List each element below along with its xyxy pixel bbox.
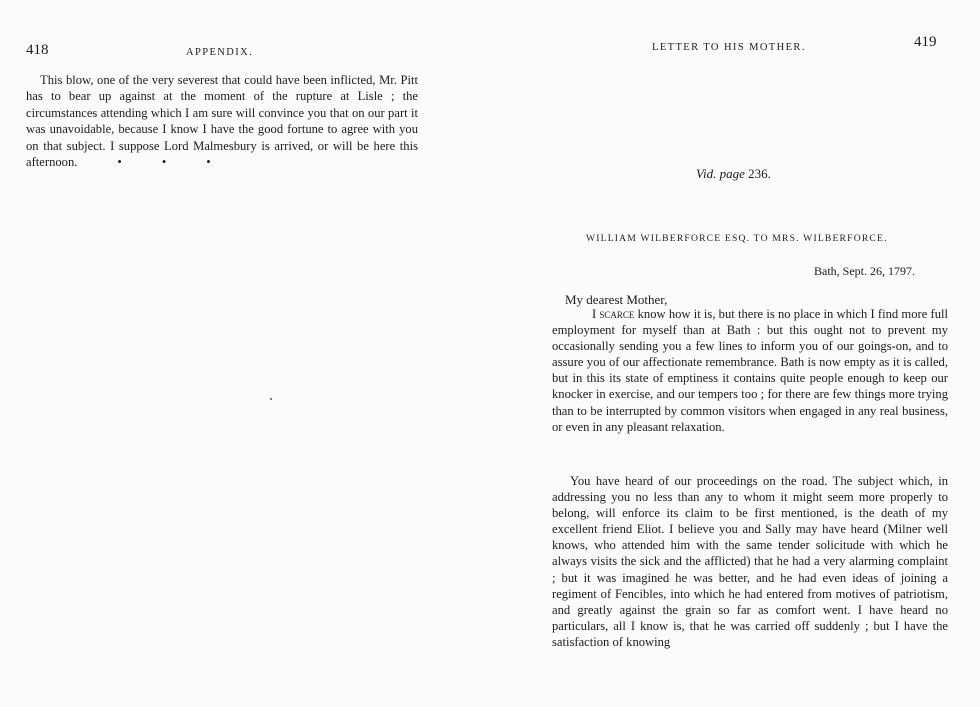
left-paragraph-text: This blow, one of the very severest that could have been inflicted, Mr. Pitt has to bear up against at the moment of the rupture at Lisle ; the circumstances attending which I am sure will convince you that on our part it was unavoidable, because I know I have the good fortune to agree with you on that subject. I suppose Lord Malmesbury is arrived, or will be here this afternoon. — [26, 73, 418, 170]
ellipsis-dots — [77, 155, 210, 169]
paragraph-1-text: know how it is, but there is no place in which I find more full employment for myself than at Bath : but this ought not to prevent my occasionally sending you a few lines to inform you of our goings-on, and to assure you of our affectionate remembrance. Bath is now empty as it is called, but in this its state of emptiness it contains quite people enough to keep our knocker in exercise, and our tempers too ; for there are few things more trying than to be interrupted by common visitors when engaged in any real business, or even in any pleasant relaxation. — [552, 307, 949, 434]
cross-reference — [696, 166, 771, 182]
right-running-head: LETTER TO HIS MOTHER. — [652, 42, 806, 53]
cross-reference-page: 236. — [748, 166, 771, 181]
ellipsis-dot: • — [206, 155, 211, 170]
letter-heading: WILLIAM WILBERFORCE ESQ. TO MRS. WILBERFORCE. — [586, 233, 888, 244]
cross-reference-prefix: Vid. page — [696, 166, 745, 181]
paragraph-opening-words: I scarce — [592, 307, 635, 321]
right-page — [490, 0, 980, 707]
letter-paragraph-2: You have heard of our proceedings on the road. The subject which, in addressing you no less than any to whom it might seem more properly to belong, will enforce its claim to be first mentioned, is the death of my excellent friend Eliot. I believe you and Sally may have heard (Milner well knows, who attended him with the same tender solicitude with which he always visits the sick and the afflicted) that he had a very alarming complaint ; but it was imagined he was better, and he had even ideas of joining a regiment of Fencibles, into which he had entered from motives of patriotism, and greatly against the grain so far as comfort went. I have heard no particulars, all I know is, that he was carried off suddenly ; but I have the satisfaction of knowing — [552, 474, 948, 649]
left-paragraph — [26, 72, 418, 170]
letter-dateline: Bath, Sept. 26, 1797. — [814, 264, 915, 278]
right-page-number: 419 — [914, 34, 937, 50]
print-speck — [270, 398, 272, 400]
letter-paragraph-1 — [552, 306, 948, 435]
ellipsis-dot: • — [161, 155, 167, 170]
letter-salutation: My dearest Mother, — [565, 292, 668, 307]
left-running-head: APPENDIX. — [186, 47, 254, 58]
left-page-number: 418 — [26, 42, 49, 58]
ellipsis-dot: • — [117, 155, 122, 170]
